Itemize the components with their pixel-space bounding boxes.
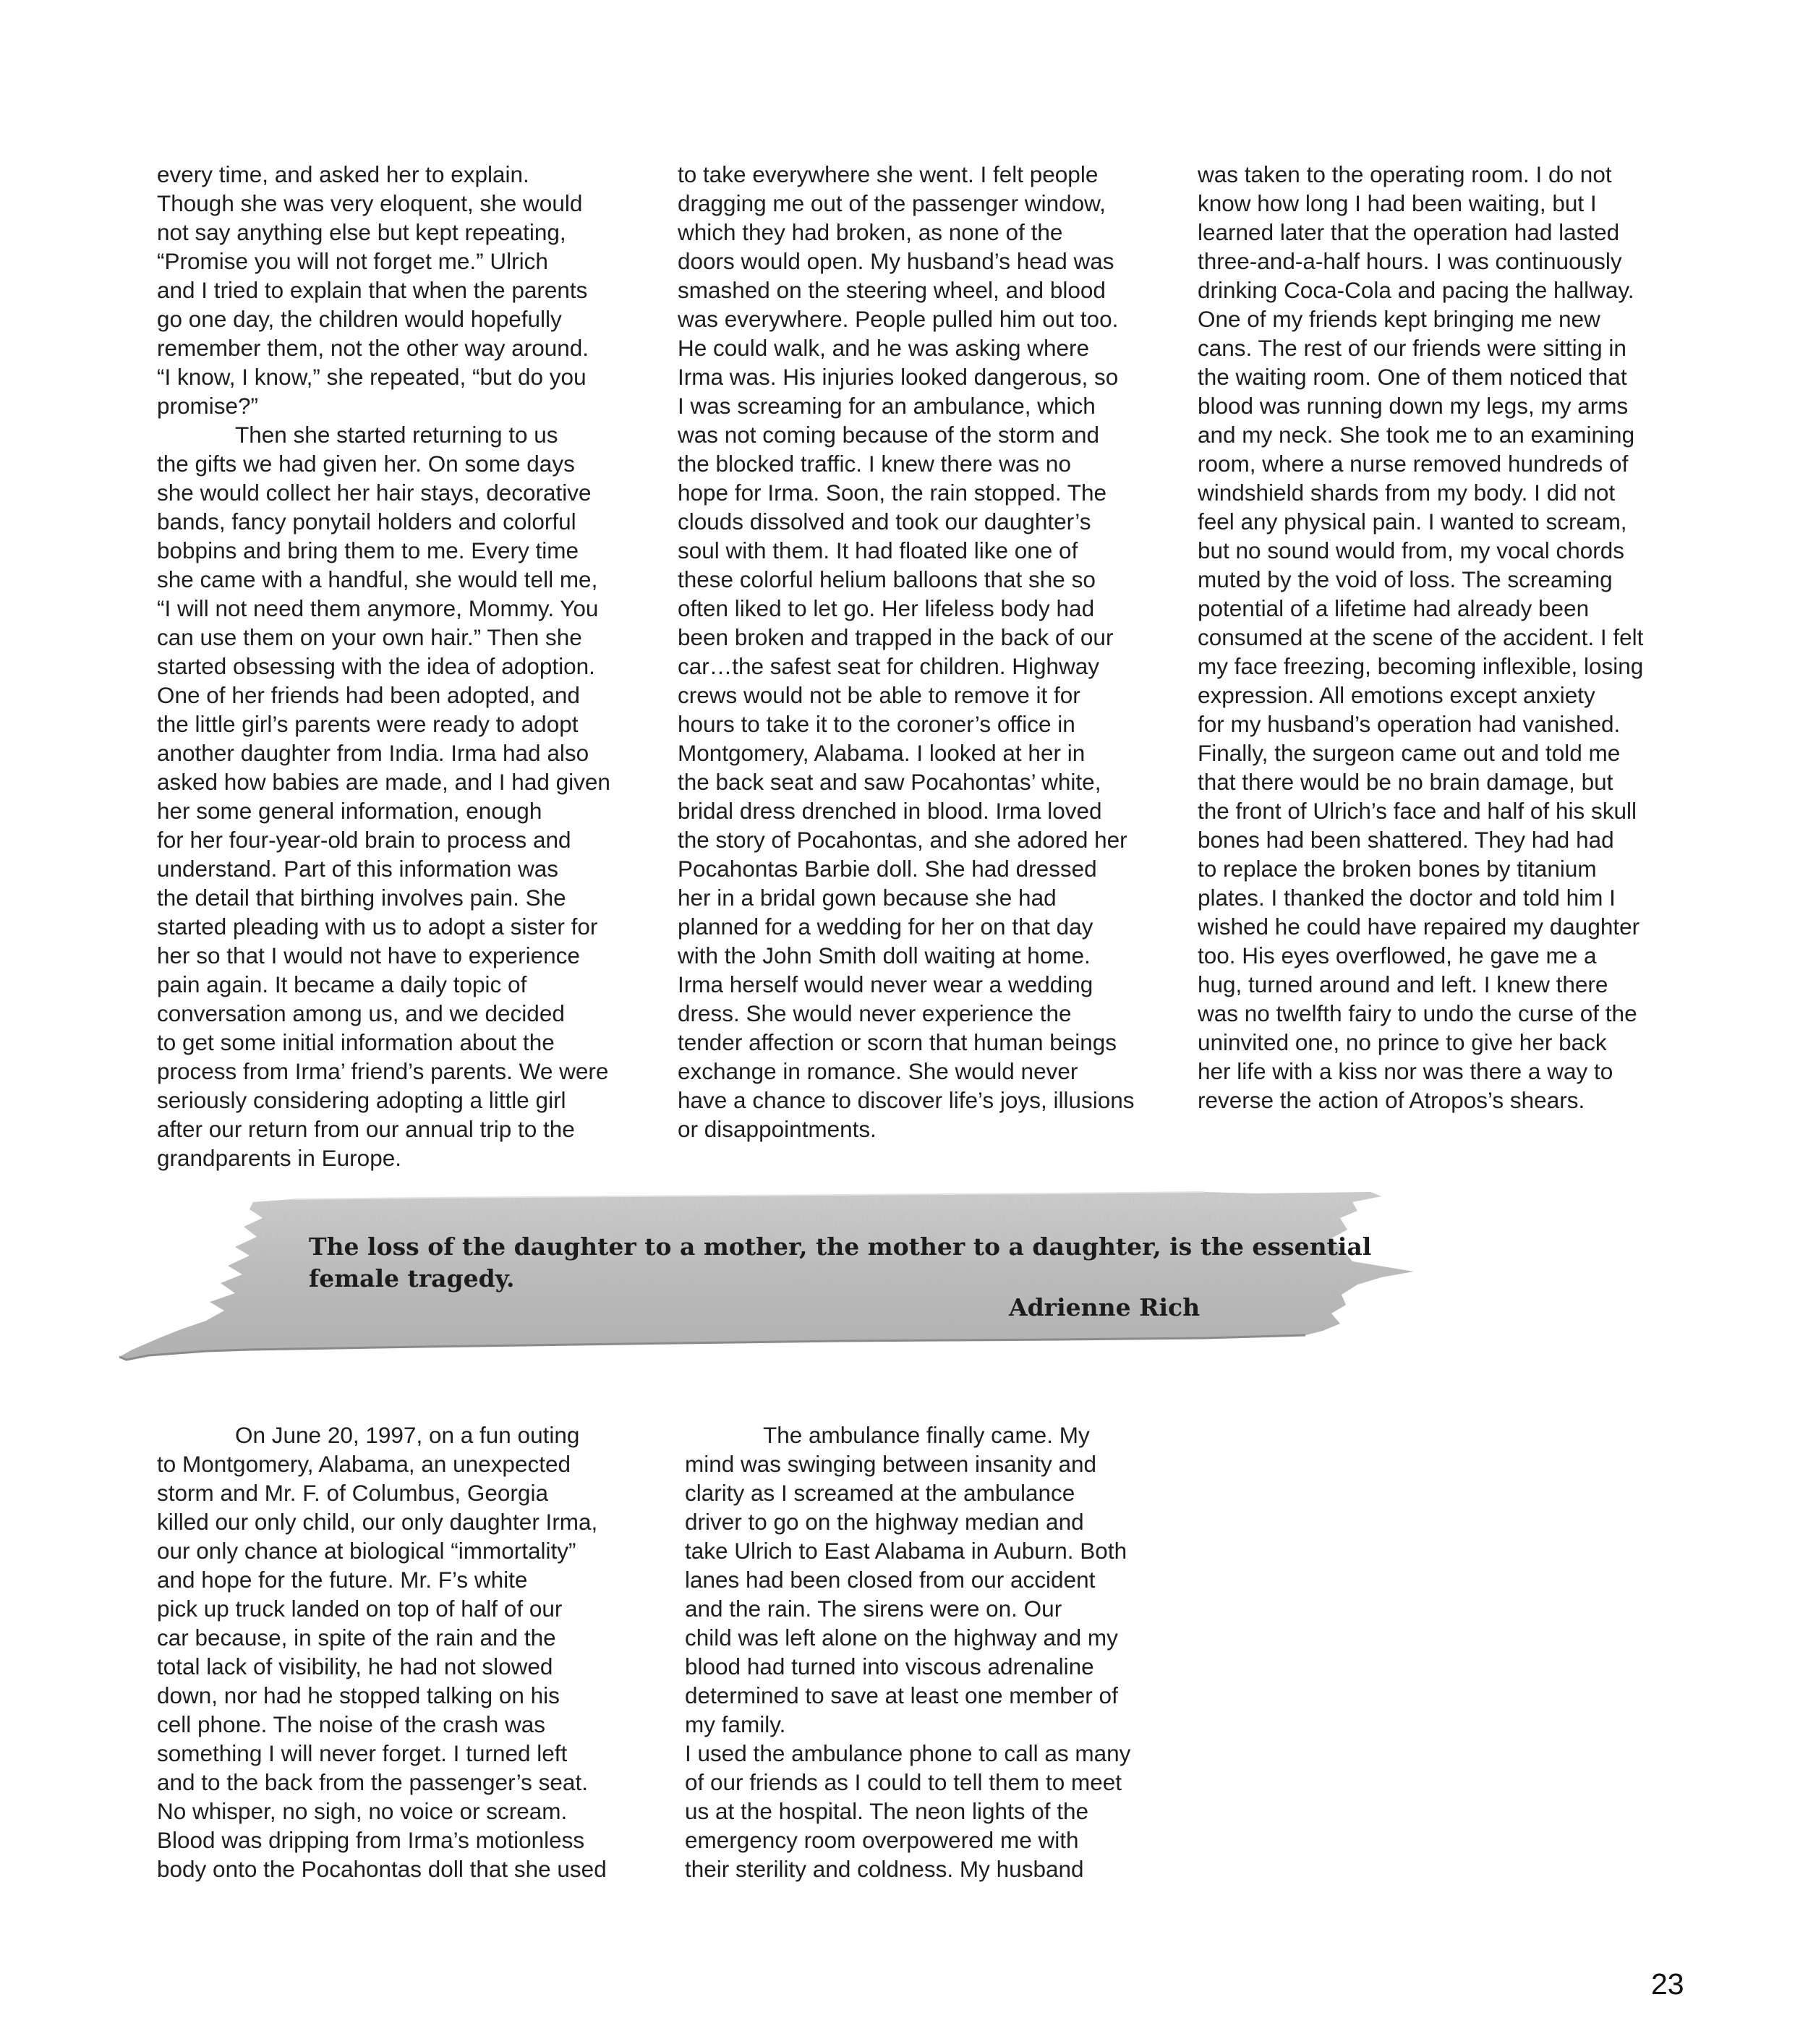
text-line: Blood was dripping from Irma’s motionless bbox=[157, 1827, 585, 1853]
quote-tape-banner bbox=[119, 1186, 1414, 1367]
text-line: cans. The rest of our friends were sitting in bbox=[1198, 335, 1626, 361]
text-line: mind was swinging between insanity and bbox=[685, 1451, 1097, 1477]
text-line: something I will never forget. I turned left bbox=[157, 1740, 568, 1766]
text-line: started obsessing with the idea of adoption. bbox=[157, 653, 595, 679]
text-line: Finally, the surgeon came out and told me bbox=[1198, 740, 1621, 766]
text-line: and I tried to explain that when the parents bbox=[157, 277, 588, 303]
text-line: plates. I thanked the doctor and told him I bbox=[1198, 885, 1616, 911]
text-line: my face freezing, becoming inflexible, losing bbox=[1198, 653, 1644, 679]
text-line: us at the hospital. The neon lights of the bbox=[685, 1798, 1089, 1824]
text-line: our only chance at biological “immortality” bbox=[157, 1538, 576, 1564]
text-line: blood had turned into viscous adrenaline bbox=[685, 1653, 1094, 1679]
text-line: but no sound would from, my vocal chords bbox=[1198, 537, 1625, 563]
text-line: the gifts we had given her. On some days bbox=[157, 451, 575, 477]
text-line: seriously considering adopting a little girl bbox=[157, 1087, 566, 1113]
text-line: and hope for the future. Mr. F’s white bbox=[157, 1567, 528, 1593]
text-line: of our friends as I could to tell them to meet bbox=[685, 1769, 1122, 1795]
text-line: Irma was. His injuries looked dangerous, so bbox=[678, 364, 1119, 390]
text-line: bands, fancy ponytail holders and colorful bbox=[157, 508, 576, 535]
text-line: remember them, not the other way around. bbox=[157, 335, 589, 361]
text-line: “Promise you will not forget me.” Ulrich bbox=[157, 248, 548, 274]
text-line: three-and-a-half hours. I was continuously bbox=[1198, 248, 1622, 274]
text-line: started pleading with us to adopt a sister for bbox=[157, 914, 598, 940]
text-line: cell phone. The noise of the crash was bbox=[157, 1711, 545, 1737]
quote-attribution: Adrienne Rich bbox=[1009, 1293, 1201, 1321]
text-line: clouds dissolved and took our daughter’s bbox=[678, 508, 1091, 535]
column-top-left bbox=[157, 160, 610, 1172]
text-line: uninvited one, no prince to give her back bbox=[1198, 1029, 1607, 1055]
text-line: not say anything else but kept repeating, bbox=[157, 219, 566, 245]
text-line: determined to save at least one member of bbox=[685, 1682, 1118, 1708]
text-line: planned for a wedding for her on that day bbox=[678, 914, 1093, 940]
text-line: “I will not need them anymore, Mommy. You bbox=[157, 595, 599, 621]
text-line: to take everywhere she went. I felt people bbox=[678, 161, 1099, 187]
text-line: One of her friends had been adopted, and bbox=[157, 682, 580, 708]
text-line: was no twelfth fairy to undo the curse of the bbox=[1198, 1000, 1637, 1026]
text-line: muted by the void of loss. The screaming bbox=[1198, 566, 1613, 592]
text-line: storm and Mr. F. of Columbus, Georgia bbox=[157, 1480, 548, 1506]
text-line: One of my friends kept bringing me new bbox=[1198, 306, 1600, 332]
text-line: hours to take it to the coroner’s office in bbox=[678, 711, 1075, 737]
text-line: every time, and asked her to explain. bbox=[157, 161, 529, 187]
text-line: been broken and trapped in the back of our bbox=[678, 624, 1114, 650]
text-line: too. His eyes overflowed, he gave me a bbox=[1198, 942, 1597, 968]
text-line: drinking Coca-Cola and pacing the hallway. bbox=[1198, 277, 1634, 303]
text-line: No whisper, no sigh, no voice or scream. bbox=[157, 1798, 568, 1824]
text-line: and the rain. The sirens were on. Our bbox=[685, 1596, 1062, 1622]
text-line: killed our only child, our only daughter Irma, bbox=[157, 1509, 598, 1535]
text-line: or disappointments. bbox=[678, 1116, 877, 1142]
text-line: the front of Ulrich’s face and half of his skull bbox=[1198, 798, 1637, 824]
text-line: her life with a kiss nor was there a way to bbox=[1198, 1058, 1613, 1084]
text-line: can use them on your own hair.” Then she bbox=[157, 624, 582, 650]
text-line: room, where a nurse removed hundreds of bbox=[1198, 451, 1629, 477]
text-line: pain again. It became a daily topic of bbox=[157, 971, 527, 997]
text-line: hope for Irma. Soon, the rain stopped. The bbox=[678, 480, 1107, 506]
text-line: On June 20, 1997, on a fun outing bbox=[235, 1422, 580, 1448]
text-line: crews would not be able to remove it for bbox=[678, 682, 1080, 708]
text-line: process from Irma’ friend’s parents. We were bbox=[157, 1058, 609, 1084]
column-bottom-left bbox=[157, 1421, 607, 1883]
text-line: and to the back from the passenger’s seat. bbox=[157, 1769, 588, 1795]
text-line: wished he could have repaired my daughter bbox=[1198, 914, 1640, 940]
text-line: pick up truck landed on top of half of our bbox=[157, 1596, 563, 1622]
text-line: her in a bridal gown because she had bbox=[678, 885, 1057, 911]
text-line: emergency room overpowered me with bbox=[685, 1827, 1079, 1853]
text-line: the detail that birthing involves pain. She bbox=[157, 885, 566, 911]
text-line: to Montgomery, Alabama, an unexpected bbox=[157, 1451, 571, 1477]
text-line: tender affection or scorn that human beings bbox=[678, 1029, 1117, 1055]
quote-line: The loss of the daughter to a mother, the mother to a daughter, is the essential bbox=[309, 1232, 1372, 1261]
text-line: smashed on the steering wheel, and blood bbox=[678, 277, 1106, 303]
text-line: car because, in spite of the rain and the bbox=[157, 1624, 556, 1651]
text-line: bones had been shattered. They had had bbox=[1198, 827, 1614, 853]
text-line: learned later that the operation had lasted bbox=[1198, 219, 1620, 245]
text-line: another daughter from India. Irma had also bbox=[157, 740, 589, 766]
text-line: total lack of visibility, he had not slowed bbox=[157, 1653, 553, 1679]
text-line: bobpins and bring them to me. Every time bbox=[157, 537, 579, 563]
text-line: that there would be no brain damage, but bbox=[1198, 769, 1613, 795]
text-line: she would collect her hair stays, decorative bbox=[157, 480, 592, 506]
column-top-right bbox=[1198, 160, 1643, 1115]
text-line: feel any physical pain. I wanted to scream, bbox=[1198, 508, 1627, 535]
column-bottom-middle bbox=[685, 1421, 1130, 1883]
text-line: Though she was very eloquent, she would bbox=[157, 190, 583, 216]
text-line: exchange in romance. She would never bbox=[678, 1058, 1078, 1084]
text-line: I used the ambulance phone to call as many bbox=[685, 1740, 1131, 1766]
text-line: dragging me out of the passenger window, bbox=[678, 190, 1106, 216]
text-line: understand. Part of this information was bbox=[157, 856, 559, 882]
pull-quote bbox=[309, 1231, 1394, 1295]
text-line: Montgomery, Alabama. I looked at her in bbox=[678, 740, 1086, 766]
text-line: the little girl’s parents were ready to adopt bbox=[157, 711, 579, 737]
text-line: often liked to let go. Her lifeless body had bbox=[678, 595, 1095, 621]
text-line: their sterility and coldness. My husband bbox=[685, 1856, 1084, 1882]
text-line: “I know, I know,” she repeated, “but do you bbox=[157, 364, 587, 390]
text-line: for my husband’s operation had vanished. bbox=[1198, 711, 1621, 737]
text-line: go one day, the children would hopefully bbox=[157, 306, 562, 332]
text-line: with the John Smith doll waiting at home. bbox=[678, 942, 1091, 968]
text-line: Irma herself would never wear a wedding bbox=[678, 971, 1093, 997]
text-line: promise?” bbox=[157, 393, 259, 419]
quote-line: female tragedy. bbox=[309, 1264, 515, 1293]
text-line: the story of Pocahontas, and she adored her bbox=[678, 827, 1127, 853]
text-line: clarity as I screamed at the ambulance bbox=[685, 1480, 1075, 1506]
text-line: the blocked traffic. I knew there was no bbox=[678, 451, 1071, 477]
text-line: my family. bbox=[685, 1711, 786, 1737]
text-line: her some general information, enough bbox=[157, 798, 542, 824]
text-line: The ambulance finally came. My bbox=[763, 1422, 1090, 1448]
text-line: expression. All emotions except anxiety bbox=[1198, 682, 1595, 708]
text-line: she came with a handful, she would tell me, bbox=[157, 566, 598, 592]
text-line: doors would open. My husband’s head was bbox=[678, 248, 1114, 274]
text-line: dress. She would never experience the bbox=[678, 1000, 1072, 1026]
text-line: car…the safest seat for children. Highway bbox=[678, 653, 1100, 679]
text-line: conversation among us, and we decided bbox=[157, 1000, 565, 1026]
text-line: was everywhere. People pulled him out too. bbox=[678, 306, 1119, 332]
text-line: driver to go on the highway median and bbox=[685, 1509, 1084, 1535]
text-line: He could walk, and he was asking where bbox=[678, 335, 1090, 361]
text-line: I was screaming for an ambulance, which bbox=[678, 393, 1096, 419]
text-line: potential of a lifetime had already been bbox=[1198, 595, 1590, 621]
text-line: soul with them. It had floated like one of bbox=[678, 537, 1078, 563]
text-line: and my neck. She took me to an examining bbox=[1198, 422, 1635, 448]
page-number: 23 bbox=[1651, 1967, 1684, 2001]
text-line: to get some initial information about the bbox=[157, 1029, 555, 1055]
text-line: after our return from our annual trip to the bbox=[157, 1116, 575, 1142]
text-line: these colorful helium balloons that she so bbox=[678, 566, 1096, 592]
text-line: asked how babies are made, and I had given bbox=[157, 769, 610, 795]
text-line: for her four-year-old brain to process and bbox=[157, 827, 571, 853]
text-line: was not coming because of the storm and bbox=[678, 422, 1100, 448]
text-line: the waiting room. One of them noticed that bbox=[1198, 364, 1627, 390]
text-line: reverse the action of Atropos’s shears. bbox=[1198, 1087, 1585, 1113]
text-line: windshield shards from my body. I did not bbox=[1198, 480, 1616, 506]
text-line: Pocahontas Barbie doll. She had dressed bbox=[678, 856, 1097, 882]
text-line: Then she started returning to us bbox=[235, 422, 558, 448]
text-line: bridal dress drenched in blood. Irma loved bbox=[678, 798, 1102, 824]
text-line: know how long I had been waiting, but I bbox=[1198, 190, 1597, 216]
text-line: consumed at the scene of the accident. I felt bbox=[1198, 624, 1644, 650]
text-line: lanes had been closed from our accident bbox=[685, 1567, 1096, 1593]
text-line: have a chance to discover life’s joys, illusions bbox=[678, 1087, 1135, 1113]
text-line: the back seat and saw Pocahontas’ white, bbox=[678, 769, 1101, 795]
text-line: grandparents in Europe. bbox=[157, 1145, 401, 1171]
text-line: down, nor had he stopped talking on his bbox=[157, 1682, 560, 1708]
text-line: child was left alone on the highway and my bbox=[685, 1624, 1118, 1651]
text-line: hug, turned around and left. I knew there bbox=[1198, 971, 1608, 997]
text-line: take Ulrich to East Alabama in Auburn. Both bbox=[685, 1538, 1127, 1564]
text-line: body onto the Pocahontas doll that she used bbox=[157, 1856, 607, 1882]
text-line: her so that I would not have to experience bbox=[157, 942, 580, 968]
text-line: blood was running down my legs, my arms bbox=[1198, 393, 1629, 419]
text-line: which they had broken, as none of the bbox=[678, 219, 1063, 245]
column-top-middle bbox=[678, 160, 1135, 1144]
text-line: was taken to the operating room. I do not bbox=[1198, 161, 1612, 187]
text-line: to replace the broken bones by titanium bbox=[1198, 856, 1597, 882]
